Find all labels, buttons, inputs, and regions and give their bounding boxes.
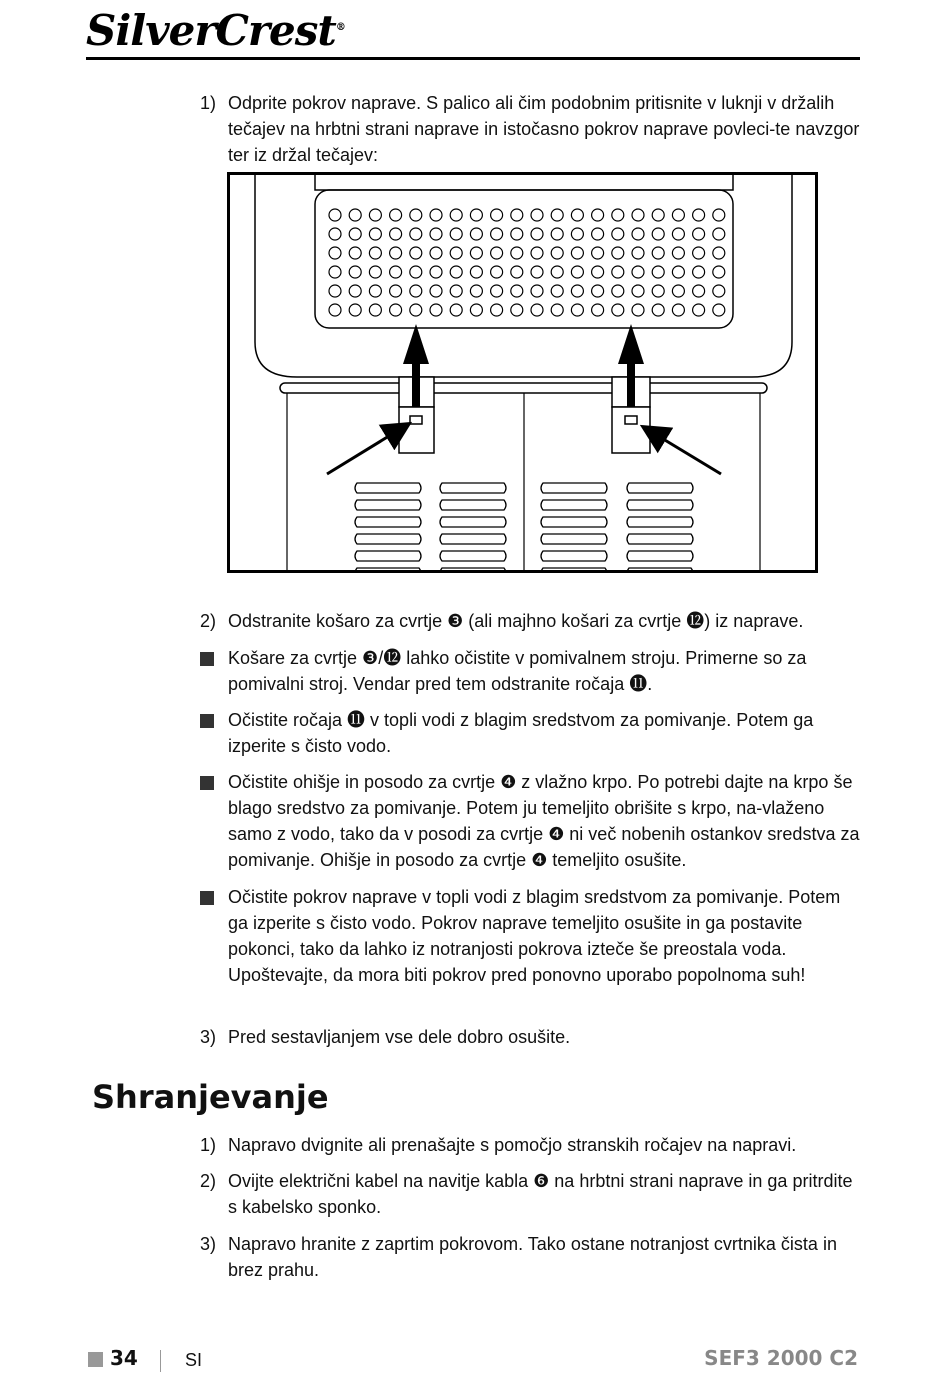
step-text: Pred sestavljanjem vse dele dobro osušite. <box>228 1027 571 1047</box>
bullet-text: Košare za cvrtje ❸/⓬ lahko očistite v pomivalnem stroju. Primerne so za pomivalni stroj. Vendar pred tem odstranite ročaja ⓫. <box>228 648 807 694</box>
footer-divider <box>160 1350 161 1372</box>
step-text: Napravo dvignite ali prenašajte s pomočjo stranskih ročajev na napravi. <box>228 1135 797 1155</box>
bullet-square-icon <box>200 652 214 666</box>
step-2 <box>200 608 860 634</box>
header-rule <box>86 57 860 60</box>
step-number: 3) <box>200 1027 217 1047</box>
step-number: 2) <box>200 1171 217 1191</box>
step-number: 2) <box>200 611 217 631</box>
step-number: 3) <box>200 1234 217 1254</box>
step-1 <box>200 90 860 168</box>
bullet-item <box>200 707 860 759</box>
storage-step <box>200 1168 860 1220</box>
model-number: SEF3 2000 C2 <box>704 1346 858 1370</box>
bullet-square-icon <box>200 891 214 905</box>
step-number: 1) <box>200 93 217 113</box>
bullet-item <box>200 884 860 988</box>
bullet-item <box>200 769 860 873</box>
storage-step <box>200 1231 860 1283</box>
bullet-square-icon <box>200 714 214 728</box>
step-3 <box>200 1024 860 1050</box>
bullet-square-icon <box>200 776 214 790</box>
bullet-item <box>200 645 860 697</box>
step-number: 1) <box>200 1135 217 1155</box>
storage-step <box>200 1132 860 1158</box>
language-code: SI <box>185 1350 203 1370</box>
step-text: Odstranite košaro za cvrtje ❸ (ali majhno košari za cvrtje ⓬) iz naprave. <box>228 611 804 631</box>
bullet-text: Očistite pokrov naprave v topli vodi z blagim sredstvom za pomivanje. Potem ga izperite s čisto vodo. Pokrov naprave temeljito osušite in ga postavite pokonci, tako da lahko iz notranjosti pokrova izteče še preostala voda. Upoštevajte, da mora biti pokrov pred ponovno uporabo popolnoma suh! <box>228 887 841 985</box>
step-text: Napravo hranite z zaprtim pokrovom. Tako ostane notranjost cvrtnika čista in brez prahu. <box>228 1234 837 1280</box>
page-marker-icon <box>88 1352 103 1367</box>
bullet-text: Očistite ohišje in posodo za cvrtje ❹ z vlažno krpo. Po potrebi dajte na krpo še blago sredstvo za pomivanje. Potem ju temeljito obrišite s krpo, na-vlaženo samo z vodo, tako da v posodi za cvrtje ❹ ni več nobenih ostankov sredstva za pomivanje. Ohišje in posodo za cvrtje ❹ temeljito osušite. <box>228 772 860 870</box>
step-text: Odprite pokrov naprave. S palico ali čim podobnim pritisnite v luknji v držalih tečajev na hrbtni strani naprave in istočasno pokrov naprave povleci-te navzgor ter iz držal tečajev: <box>228 93 860 165</box>
lid-removal-illustration <box>227 172 818 573</box>
step-text: Ovijte električni kabel na navitje kabla ❻ na hrbtni strani naprave in ga pritrdite s kabelsko sponko. <box>228 1171 853 1217</box>
page-number: 34 <box>110 1346 138 1370</box>
section-heading: Shranjevanje <box>92 1078 329 1116</box>
brand-logo: SilverCrest® <box>86 6 345 55</box>
bullet-text: Očistite ročaja ⓫ v topli vodi z blagim sredstvom za pomivanje. Potem ga izperite s čisto vodo. <box>228 710 814 756</box>
